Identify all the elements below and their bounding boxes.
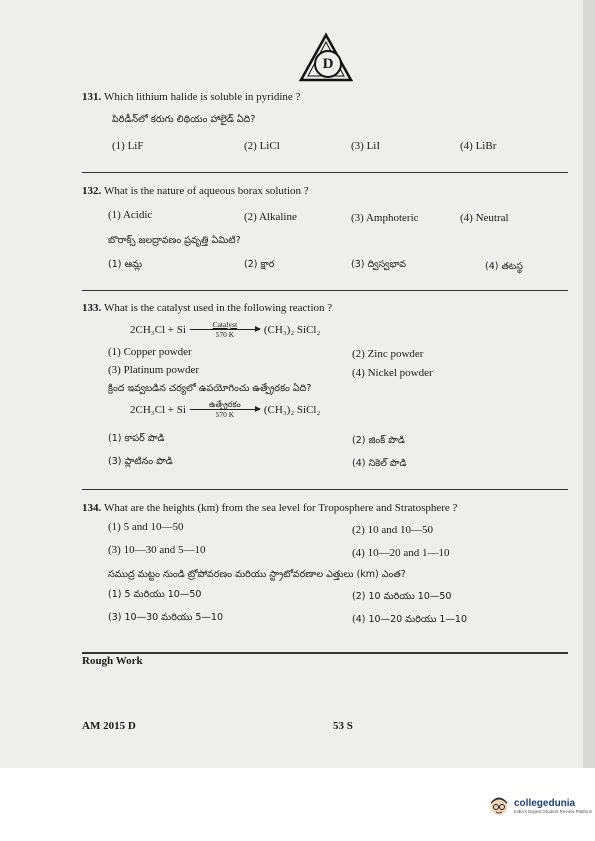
rough-work-label: Rough Work <box>82 655 143 667</box>
divider <box>82 290 568 291</box>
question-number: 134. <box>82 502 102 514</box>
exam-code: AM 2015 D <box>82 720 136 732</box>
question-133 <box>82 302 572 314</box>
question-text-te: బొరాక్స్ జలద్రావణం ప్రవృత్తి ఏమిటి? <box>108 235 241 246</box>
page-number: 53 S <box>333 720 353 732</box>
option-2-te[interactable]: (2) క్షార <box>244 259 275 270</box>
booklet-code: D <box>314 50 342 78</box>
question-131 <box>82 91 572 103</box>
catalyst-label: Catalyst <box>212 320 238 329</box>
option-3[interactable]: (3) Amphoteric <box>351 212 419 224</box>
mascot-icon <box>488 795 510 817</box>
option-4[interactable]: (4) Nickel powder <box>352 367 433 379</box>
divider <box>82 489 568 490</box>
option-2[interactable]: (2) LiCl <box>244 140 280 152</box>
option-1[interactable]: (1) Copper powder <box>108 346 192 358</box>
option-2[interactable]: (2) Zinc powder <box>352 348 424 360</box>
page-edge <box>583 0 595 768</box>
question-text-en: What is the catalyst used in the following reaction ? <box>104 302 333 314</box>
option-1[interactable]: (1) 5 and 10—50 <box>108 521 184 533</box>
question-132 <box>82 185 572 197</box>
option-2[interactable]: (2) Alkaline <box>244 211 297 223</box>
reaction-equation <box>130 320 320 339</box>
rough-work-divider <box>82 652 568 654</box>
option-4[interactable]: (4) 10—20 and 1—10 <box>352 547 450 559</box>
reaction-right: (CH₃)₂ SiCl₂ <box>263 323 321 336</box>
temperature-label: 570 K <box>215 330 235 339</box>
divider <box>82 172 568 173</box>
option-4-te[interactable]: (4) నికెల్ పొడి <box>352 458 407 469</box>
option-3-te[interactable]: (3) ద్విస్వభావ <box>351 259 407 270</box>
question-number: 131. <box>82 91 102 103</box>
option-4[interactable]: (4) Neutral <box>460 212 509 224</box>
question-text-te: క్రింద ఇవ్వబడిన చర్యలో ఉపయోగించు ఉత్ప్రేరకం ఏది? <box>108 383 312 394</box>
option-1[interactable]: (1) LiF <box>112 140 144 152</box>
brand-tagline: India's largest Student Review Platform <box>514 809 593 814</box>
option-4[interactable]: (4) LiBr <box>460 140 497 152</box>
question-134 <box>82 502 572 514</box>
reaction-equation-te <box>130 400 320 419</box>
question-number: 133. <box>82 302 102 314</box>
question-text-te: సముద్ర మట్టం నుండి ట్రోపోవరణం మరియు స్ట్రాటోవరణాల ఎత్తులు (km) ఎంత? <box>108 569 406 580</box>
question-number: 132. <box>82 185 102 197</box>
option-1-te[interactable]: (1) కాపర్ పొడి <box>108 433 165 444</box>
option-1-te[interactable]: (1) ఆమ్ల <box>108 259 143 270</box>
question-text-te: పిరిడీన్‌లో కరుగు లిథియం హాలైడ్ ఏది? <box>112 114 256 125</box>
question-text-en: Which lithium halide is soluble in pyridine ? <box>104 91 301 103</box>
option-3-te[interactable]: (3) 10—30 మరియు 5—10 <box>108 612 224 623</box>
option-3[interactable]: (3) 10—30 and 5—10 <box>108 544 206 556</box>
brand-name: collegedunia <box>514 798 576 809</box>
option-4-te[interactable]: (4) తటస్థ <box>485 261 523 272</box>
reaction-left: 2CH₃Cl + Si <box>130 403 186 416</box>
option-3[interactable]: (3) Platinum powder <box>108 364 200 376</box>
reaction-left: 2CH₃Cl + Si <box>130 323 186 336</box>
question-text-en: What is the nature of aqueous borax solution ? <box>104 185 309 197</box>
collegedunia-logo <box>488 795 592 817</box>
option-2-te[interactable]: (2) 10 మరియు 10—50 <box>352 591 452 602</box>
booklet-badge <box>298 32 354 84</box>
option-2-te[interactable]: (2) జింక్ పొడి <box>352 435 405 446</box>
option-1[interactable]: (1) Acidic <box>108 209 153 221</box>
option-1-te[interactable]: (1) 5 మరియు 10—50 <box>108 589 202 600</box>
option-3-te[interactable]: (3) ప్లాటినం పొడి <box>108 456 173 467</box>
temperature-label: 570 K <box>215 410 235 419</box>
option-2[interactable]: (2) 10 and 10—50 <box>352 524 433 536</box>
option-4-te[interactable]: (4) 10—20 మరియు 1—10 <box>352 614 468 625</box>
reaction-arrow <box>190 320 260 339</box>
reaction-right: (CH₃)₂ SiCl₂ <box>263 403 321 416</box>
question-text-en: What are the heights (km) from the sea level for Troposphere and Stratosphere ? <box>104 502 458 514</box>
reaction-arrow <box>190 400 260 419</box>
catalyst-label-te: ఉత్ప్రేరకం <box>209 400 241 409</box>
option-3[interactable]: (3) LiI <box>351 140 381 152</box>
